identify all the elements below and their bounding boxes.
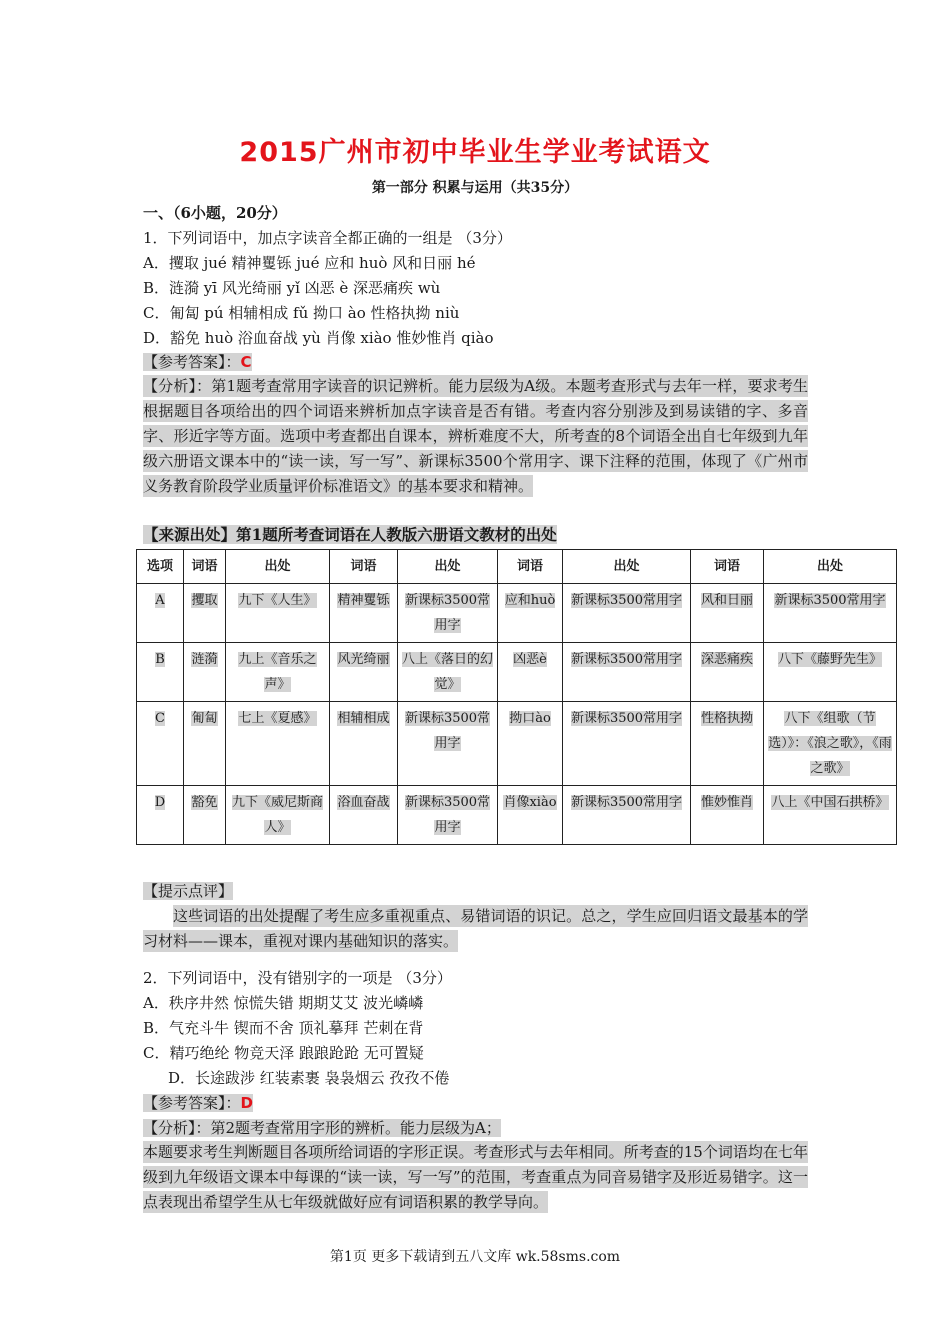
table-cell: 浴血奋战 xyxy=(330,786,398,845)
q2-answer-label: 【参考答案】： xyxy=(143,1094,241,1112)
q1-option-b: B．涟漪 yī 风光绮丽 yǐ 凶恶 è 深恶痛疾 wù xyxy=(143,279,441,297)
table-cell: 新课标3500常用字 xyxy=(764,584,897,643)
table-cell: 深恶痛疾 xyxy=(691,643,764,702)
table-cell: 八上《落日的幻觉》 xyxy=(398,643,498,702)
table-cell: 新课标3500常用字 xyxy=(563,643,691,702)
table-cell: 应和huò xyxy=(498,584,563,643)
table-cell: 性格执拗 xyxy=(691,702,764,786)
table-cell: 拗口ào xyxy=(498,702,563,786)
q1-tip-label: 【提示点评】 xyxy=(143,882,234,900)
table-cell: 新课标3500常用字 xyxy=(398,786,498,845)
source-table xyxy=(136,549,897,845)
q1-source-title-text: 【来源出处】第1题所考查词语在人教版六册语文教材的出处 xyxy=(143,525,557,544)
page-footer: 第1页 更多下载请到五八文库 wk.58sms.com xyxy=(329,1249,621,1265)
part-subtitle: 第一部分 积累与运用（共35分） xyxy=(371,180,579,196)
table-cell: 新课标3500常用字 xyxy=(398,584,498,643)
table-header-row xyxy=(137,550,897,584)
q2-analysis-text: 本题要求考生判断题目各项所给词语的字形正误。考查形式与去年相同。所考查的15个词语均在七年级到九年级语文课本中每课的“读一读，写一写”的范围，考查重点为同音易错字及形近易错字。这一点表现出希望学生从七年级就做好应有词语积累的教学导向。 xyxy=(143,1143,808,1211)
table-cell: 八下《藤野先生》 xyxy=(764,643,897,702)
q1-answer-value: C xyxy=(240,353,252,371)
table-cell: 八下《组歌（节选）》：《浪之歌》，《雨之歌》 xyxy=(764,702,897,786)
q1-answer xyxy=(143,352,252,372)
table-cell: 新课标3500常用字 xyxy=(563,786,691,845)
q2-stem: 2．下列词语中，没有错别字的一项是 （3分） xyxy=(143,969,452,987)
header-cell: 词语 xyxy=(184,550,226,584)
table-cell: 豁免 xyxy=(184,786,226,845)
q2-option-c: C．精巧绝纶 物竞天泽 踉踉跄跄 无可置疑 xyxy=(143,1044,424,1062)
table-cell: 凶恶è xyxy=(498,643,563,702)
table-cell: 七上《夏感》 xyxy=(226,702,330,786)
table-cell: 九上《音乐之声》 xyxy=(226,643,330,702)
q1-source-title xyxy=(143,525,557,545)
table-row xyxy=(137,643,897,702)
table-cell: C xyxy=(137,702,184,786)
q1-option-c: C．匍匐 pú 相辅相成 fǔ 拗口 ào 性格执拗 niù xyxy=(143,304,460,322)
q1-answer-label: 【参考答案】： xyxy=(143,353,241,371)
table-cell: 八上《中国石拱桥》 xyxy=(764,786,897,845)
table-cell: 攫取 xyxy=(184,584,226,643)
table-cell: 匍匐 xyxy=(184,702,226,786)
table-row xyxy=(137,702,897,786)
table-cell: A xyxy=(137,584,184,643)
header-cell: 出处 xyxy=(764,550,897,584)
q1-option-a: A．攫取 jué 精神矍铄 jué 应和 huò 风和日丽 hé xyxy=(143,254,476,272)
q2-option-d: D．长途跋涉 红装素裹 袅袅烟云 孜孜不倦 xyxy=(168,1069,450,1087)
table-cell: 涟漪 xyxy=(184,643,226,702)
section-heading: 一、（6小题，20分） xyxy=(143,204,287,222)
table-cell: 风和日丽 xyxy=(691,584,764,643)
q2-option-b: B．气充斗牛 锲而不舍 顶礼摹拜 芒刺在背 xyxy=(143,1019,424,1037)
header-cell: 词语 xyxy=(691,550,764,584)
table-cell: B xyxy=(137,643,184,702)
q2-answer-value: D xyxy=(240,1094,253,1112)
table-cell: 新课标3500常用字 xyxy=(563,584,691,643)
header-cell: 出处 xyxy=(398,550,498,584)
table-row xyxy=(137,786,897,845)
table-cell: 新课标3500常用字 xyxy=(398,702,498,786)
q1-analysis xyxy=(143,374,808,499)
q1-analysis-text: 【分析】：第1题考查常用字读音的识记辨析。能力层级为A级。本题考查形式与去年一样，要求考生根据题目各项给出的四个词语来辨析加点字读音是否有错。考查内容分别涉及到易读错的字、多音字、形近字等方面。选项中考查都出自课本，辨析难度不大，所考查的8个词语全出自七年级到九年级六册语文课本中的“读一读，写一写”、新课标3500个常用字、课下注释的范围，体现了《广州市义务教育阶段学业质量评价标准语文》的基本要求和精神。 xyxy=(143,377,808,495)
q2-option-a: A．秩序井然 惊慌失错 期期艾艾 波光嶙嶙 xyxy=(143,994,424,1012)
table-cell: D xyxy=(137,786,184,845)
table-cell: 新课标3500常用字 xyxy=(563,702,691,786)
table-cell: 相辅相成 xyxy=(330,702,398,786)
q2-answer xyxy=(143,1093,253,1113)
page-title: 2015广州市初中毕业生学业考试语文 xyxy=(239,137,711,168)
header-cell: 出处 xyxy=(563,550,691,584)
q1-option-d: D．豁免 huò 浴血奋战 yù 肖像 xiào 惟妙惟肖 qiào xyxy=(143,329,494,347)
header-cell: 词语 xyxy=(498,550,563,584)
table-cell: 九下《威尼斯商人》 xyxy=(226,786,330,845)
header-cell: 出处 xyxy=(226,550,330,584)
table-cell: 风光绮丽 xyxy=(330,643,398,702)
header-cell: 选项 xyxy=(137,550,184,584)
q1-tip xyxy=(143,904,808,954)
table-cell: 惟妙惟肖 xyxy=(691,786,764,845)
q2-analysis xyxy=(143,1140,808,1215)
table-row xyxy=(137,584,897,643)
q1-tip-text: 这些词语的出处提醒了考生应多重视重点、易错词语的识记。总之，学生应回归语文最基本的学习材料——课本，重视对课内基础知识的落实。 xyxy=(143,907,808,950)
table-cell: 九下《人生》 xyxy=(226,584,330,643)
header-cell: 词语 xyxy=(330,550,398,584)
q2-analysis-head: 【分析】：第2题考查常用字形的辨析。能力层级为A； xyxy=(143,1119,501,1137)
table-cell: 精神矍铄 xyxy=(330,584,398,643)
q1-stem: 1．下列词语中，加点字读音全都正确的一组是 （3分） xyxy=(143,229,512,247)
table-cell: 肖像xiào xyxy=(498,786,563,845)
